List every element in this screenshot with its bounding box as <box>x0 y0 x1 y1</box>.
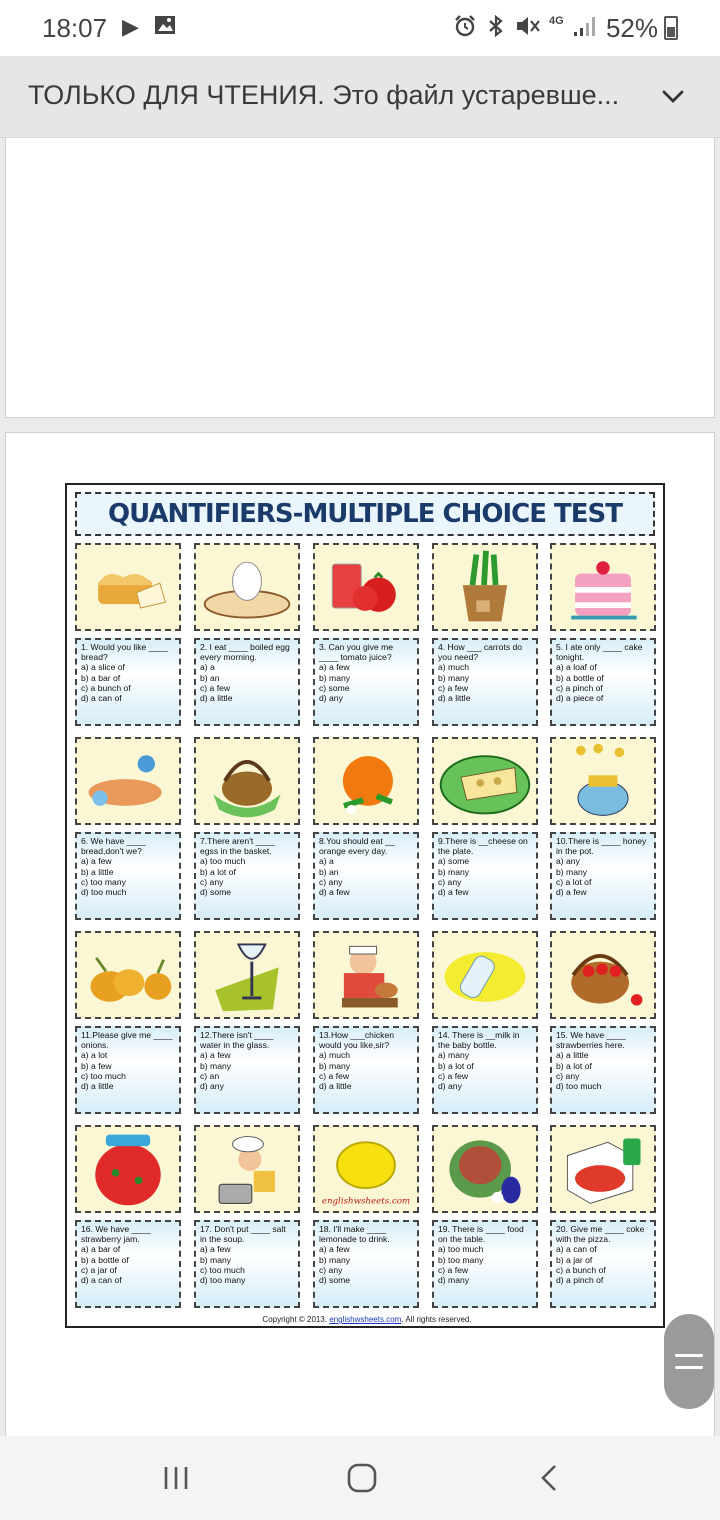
question-text: 9.There is __cheese on the plate. <box>438 836 528 857</box>
chef-chicken-icon <box>313 931 419 1019</box>
answer-option: a) a bar of <box>81 1244 121 1255</box>
honey-pot-icon <box>550 737 656 825</box>
onions-icon <box>75 931 181 1019</box>
answer-option: c) any <box>556 1070 580 1081</box>
question-2 <box>194 638 300 726</box>
pizza-coke-icon <box>550 1125 656 1213</box>
answer-option: c) an <box>200 1070 220 1081</box>
answer-option: d) some <box>200 887 232 898</box>
answer-option: a) a few <box>319 662 350 673</box>
worksheet <box>65 483 665 1328</box>
answer-option: b) a bottle of <box>556 672 604 683</box>
answer-option: d) a few <box>438 887 469 898</box>
question-text: 6. We have ____ bread,don't we? <box>81 836 146 857</box>
question-text: 14. There is __milk in the baby bottle. <box>438 1030 520 1051</box>
bluetooth-icon <box>486 14 506 44</box>
answer-option: a) a slice of <box>81 662 125 673</box>
question-text: 16. We have ____ strawberry jam. <box>81 1224 151 1245</box>
answer-option: a) a <box>200 662 215 673</box>
answer-option: b) many <box>319 672 351 683</box>
answer-option: d) a pinch of <box>556 1275 604 1286</box>
question-14 <box>432 1026 538 1114</box>
answer-option: d) a little <box>319 1081 352 1092</box>
question-17 <box>194 1220 300 1308</box>
question-text: 19. There is ____ food on the table. <box>438 1224 524 1245</box>
answer-option: b) an <box>200 672 220 683</box>
answer-option: c) any <box>319 1264 343 1275</box>
home-icon[interactable] <box>342 1458 382 1498</box>
answer-option: b) many <box>438 866 470 877</box>
status-bar <box>0 0 720 56</box>
copyright-suffix: All rights reserved. <box>405 1315 472 1324</box>
cake-icon <box>550 543 656 631</box>
answer-option: c) some <box>319 682 350 693</box>
answer-option: a) a <box>319 856 334 867</box>
answer-option: c) too much <box>200 1264 245 1275</box>
answer-option: b) a lot of <box>556 1060 592 1071</box>
answer-option: b) many <box>319 1254 351 1265</box>
worksheet-title: QUANTIFIERS-MULTIPLE CHOICE TEST <box>108 499 622 529</box>
question-10 <box>550 832 656 920</box>
question-11 <box>75 1026 181 1114</box>
soup-chef-icon <box>194 1125 300 1213</box>
carrots-basket-icon <box>432 543 538 631</box>
battery-icon <box>664 16 678 40</box>
answer-option: a) too much <box>438 1244 484 1255</box>
banner-text: ТОЛЬКО ДЛЯ ЧТЕНИЯ. Это файл устаревше... <box>28 80 620 110</box>
battery-percent: 52% <box>605 13 658 43</box>
question-text: 15. We have ____ strawberries here. <box>556 1030 626 1051</box>
answer-option: a) a little <box>556 1050 589 1061</box>
answer-option: c) a few <box>438 1070 469 1081</box>
answer-option: a) a few <box>81 856 112 867</box>
question-text: 5. I ate only ____ cake tonight. <box>556 642 643 663</box>
watermark-text: englishwsheets.com <box>321 1196 411 1207</box>
answer-option: d) a can of <box>81 693 122 704</box>
answer-option: b) a bar of <box>81 672 121 683</box>
answer-option: b) a jar of <box>556 1254 593 1265</box>
answer-option: c) too many <box>81 876 126 887</box>
lemon-icon <box>313 1125 419 1213</box>
answer-option: a) a few <box>200 1050 231 1061</box>
question-text: 2. I eat ____ boiled egg every morning. <box>200 642 290 663</box>
answer-option: d) a few <box>556 887 587 898</box>
answer-option: b) a lot of <box>438 1060 474 1071</box>
question-13 <box>313 1026 419 1114</box>
answer-option: b) a lot of <box>200 866 236 877</box>
answer-option: a) a can of <box>556 1244 597 1255</box>
answer-option: c) a few <box>200 682 231 693</box>
play-icon: ▶ <box>122 14 139 39</box>
empty-basket-icon <box>194 737 300 825</box>
question-text: 12.There isn't ____ water in the glass. <box>200 1030 274 1051</box>
question-15 <box>550 1026 656 1114</box>
egg-icon <box>194 543 300 631</box>
answer-option: c) too much <box>81 1070 126 1081</box>
glass-icon <box>194 931 300 1019</box>
answer-option: a) some <box>438 856 470 867</box>
question-text: 3. Can you give me ____ tomato juice? <box>319 642 394 663</box>
answer-option: c) a lot of <box>556 876 592 887</box>
bread-icon <box>75 543 181 631</box>
food-plate-icon <box>432 1125 538 1213</box>
answer-option: d) a little <box>438 693 471 704</box>
answer-option: c) any <box>438 876 462 887</box>
answer-option: d) many <box>438 1275 470 1286</box>
question-text: 17. Don't put ____ salt in the soup. <box>200 1224 286 1245</box>
question-text: 4. How ___ carrots do you need? <box>438 642 523 663</box>
answer-option: c) a few <box>319 1070 350 1081</box>
answer-option: d) too many <box>200 1275 246 1286</box>
answer-option: d) a piece of <box>556 693 604 704</box>
answer-option: a) too much <box>200 856 246 867</box>
alarm-icon <box>453 14 477 44</box>
question-9 <box>432 832 538 920</box>
answer-option: b) many <box>200 1254 232 1265</box>
answer-option: c) any <box>200 876 224 887</box>
answer-option: d) a little <box>81 1081 114 1092</box>
answer-option: d) any <box>319 693 343 704</box>
answer-option: b) a few <box>81 1060 112 1071</box>
question-3 <box>313 638 419 726</box>
question-text: 18. I'll make ____ lemonade to drink. <box>319 1224 390 1245</box>
answer-option: a) a few <box>319 1244 350 1255</box>
question-text: 10.There is ____ honey in the pot. <box>556 836 647 857</box>
baby-bottle-icon <box>432 931 538 1019</box>
worksheet-title-box <box>75 492 655 536</box>
question-text: 11.Please give me ____ onions. <box>81 1030 173 1051</box>
answer-option: b) many <box>438 672 470 683</box>
copyright-link[interactable]: englishwsheets.com <box>329 1315 402 1324</box>
answer-option: d) any <box>200 1081 224 1092</box>
answer-option: b) many <box>556 866 588 877</box>
question-text: 20. Give me ____ coke with the pizza. <box>556 1224 645 1245</box>
network-type: 4G <box>549 15 564 27</box>
answer-option: d) any <box>438 1081 462 1092</box>
answer-option: b) a bottle of <box>81 1254 129 1265</box>
answer-option: d) a few <box>319 887 350 898</box>
answer-option: a) a loaf of <box>556 662 597 673</box>
answer-option: d) too much <box>81 887 127 898</box>
answer-option: a) a few <box>200 1244 231 1255</box>
answer-option: a) much <box>319 1050 351 1061</box>
answer-option: b) an <box>319 866 339 877</box>
answer-option: a) much <box>438 662 470 673</box>
question-text: 13.How ___chicken would you like,sir? <box>319 1030 395 1051</box>
copyright-line: Copyright © 2013. englishwsheets.com. All rights reserved. <box>262 1315 472 1324</box>
back-icon[interactable] <box>530 1458 570 1498</box>
answer-option: d) a little <box>200 693 233 704</box>
recent-apps-icon[interactable] <box>156 1458 196 1498</box>
answer-option: d) a can of <box>81 1275 122 1286</box>
question-text: 8.You should eat __ orange every day. <box>319 836 395 857</box>
document-page-1 <box>5 138 715 418</box>
signal-icon <box>572 14 596 44</box>
chevron-down-icon[interactable] <box>656 80 690 114</box>
question-5 <box>550 638 656 726</box>
answer-option: c) a bunch of <box>556 1264 606 1275</box>
answer-option: b) many <box>200 1060 232 1071</box>
answer-option: d) some <box>319 1275 351 1286</box>
read-only-banner[interactable] <box>0 56 720 138</box>
answer-option: a) a lot <box>81 1050 108 1061</box>
question-7 <box>194 832 300 920</box>
jam-jar-icon <box>75 1125 181 1213</box>
status-time: 18:07 <box>42 13 108 43</box>
strawberries-basket-icon <box>550 931 656 1019</box>
answer-option: d) too much <box>556 1081 602 1092</box>
answer-option: c) a pinch of <box>556 682 603 693</box>
answer-option: c) a few <box>438 682 469 693</box>
cheese-plate-icon <box>432 737 538 825</box>
question-text: 1. Would you like ____ bread? <box>81 642 168 663</box>
question-16 <box>75 1220 181 1308</box>
answer-option: c) a few <box>438 1264 469 1275</box>
question-8 <box>313 832 419 920</box>
image-icon <box>154 14 176 42</box>
answer-option: c) a jar of <box>81 1264 117 1275</box>
answer-option: c) a bunch of <box>81 682 131 693</box>
mute-icon <box>515 14 541 44</box>
answer-option: b) too many <box>438 1254 484 1265</box>
question-18 <box>313 1220 419 1308</box>
bread-figure-icon <box>75 737 181 825</box>
answer-option: b) many <box>319 1060 351 1071</box>
orange-icon <box>313 737 419 825</box>
question-6 <box>75 832 181 920</box>
question-20 <box>550 1220 656 1308</box>
answer-option: c) any <box>319 876 343 887</box>
tomato-juice-icon <box>313 543 419 631</box>
navigation-bar <box>0 1436 720 1520</box>
question-4 <box>432 638 538 726</box>
question-19 <box>432 1220 538 1308</box>
answer-option: b) a little <box>81 866 114 877</box>
question-12 <box>194 1026 300 1114</box>
question-1 <box>75 638 181 726</box>
fast-scroll-handle[interactable] <box>664 1314 714 1409</box>
answer-option: a) any <box>556 856 580 867</box>
answer-option: a) many <box>438 1050 470 1061</box>
copyright-prefix: Copyright © 2013. <box>262 1315 328 1324</box>
question-text: 7.There aren't ____ egss in the basket. <box>200 836 275 857</box>
